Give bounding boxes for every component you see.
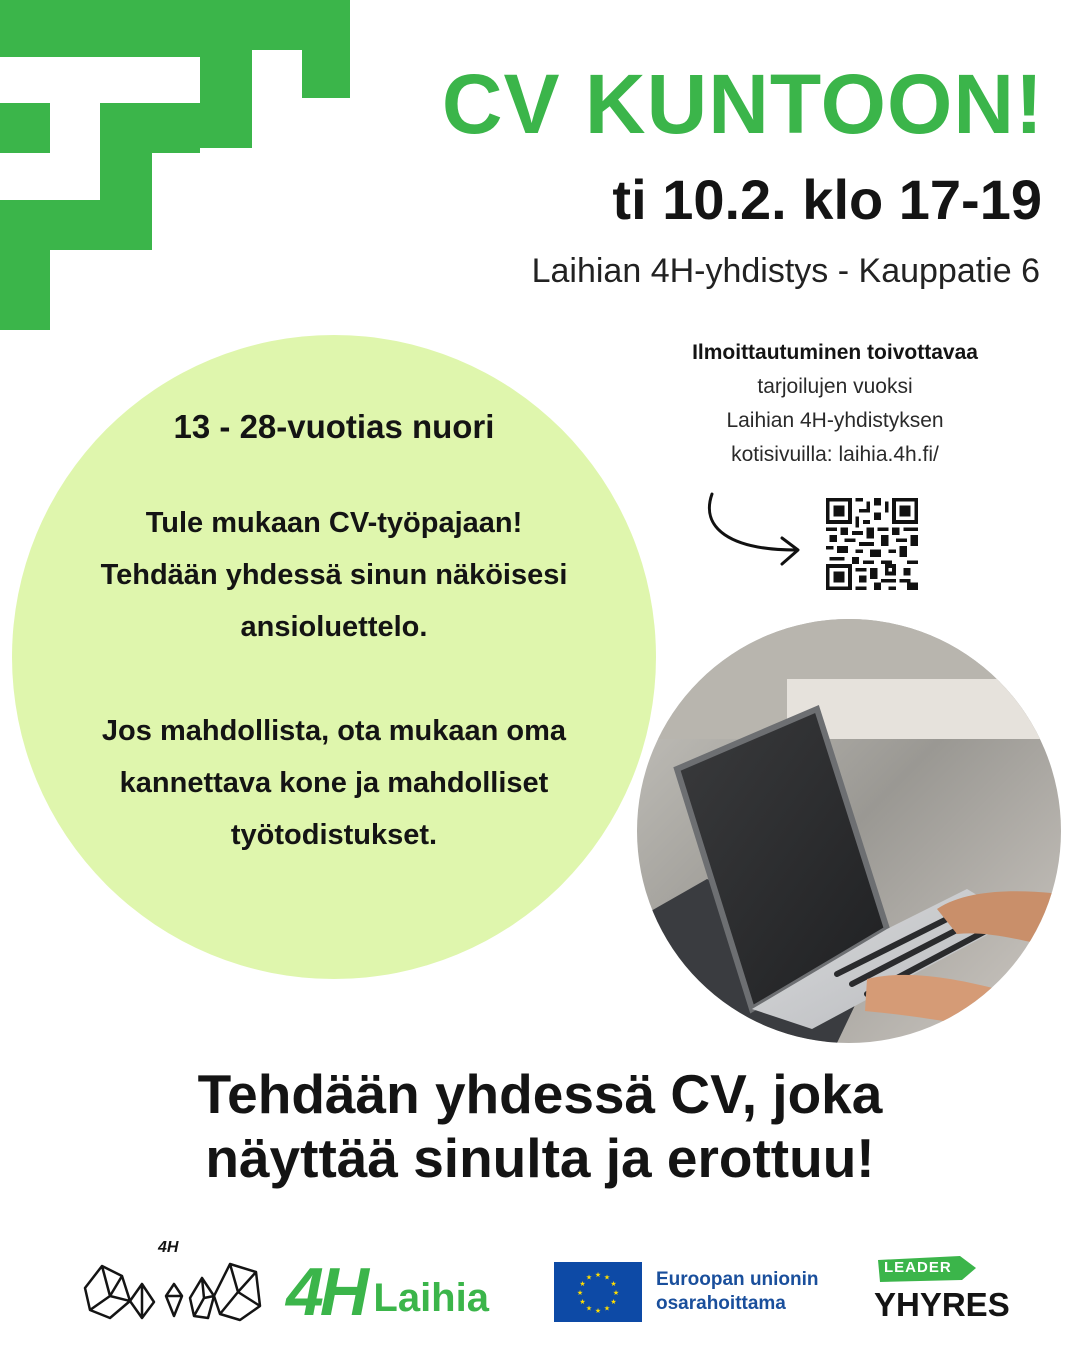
tagline-line: Tehdään yhdessä CV, joka xyxy=(197,1063,883,1125)
svg-text:★: ★ xyxy=(612,1289,620,1297)
registration-heading: Ilmoittautuminen toivottavaa xyxy=(692,341,978,364)
workshop-description xyxy=(52,497,616,653)
svg-text:★: ★ xyxy=(579,1298,586,1306)
description-line: Tule mukaan CV-työpajaan! xyxy=(145,507,523,539)
svg-text:★: ★ xyxy=(610,1298,617,1306)
4h-animals-logo xyxy=(80,1236,265,1326)
registration-info xyxy=(650,336,1020,472)
description-line: ansioluettelo. xyxy=(240,611,428,643)
eu-logo xyxy=(554,1262,819,1322)
yhyres-name: YHYRES xyxy=(874,1286,1010,1323)
svg-text:★: ★ xyxy=(585,1304,593,1313)
tagline xyxy=(40,1062,1040,1190)
info-circle xyxy=(12,335,656,979)
registration-link[interactable]: kotisivuilla: laihia.4h.fi/ xyxy=(731,443,939,466)
registration-line: Laihian 4H-yhdistyksen xyxy=(726,409,944,432)
description-line: Tehdään yhdessä sinun näköisesi xyxy=(100,559,568,591)
4h-laihia-name: Laihia xyxy=(373,1276,489,1320)
svg-text:★: ★ xyxy=(585,1273,593,1282)
green-step-pattern xyxy=(0,0,360,330)
eu-flag-icon xyxy=(554,1262,642,1322)
eu-text-line: Euroopan unionin xyxy=(656,1269,819,1290)
4h-mark: 4H xyxy=(286,1254,365,1330)
event-location: Laihian 4H-yhdistys - Kauppatie 6 xyxy=(531,252,1040,290)
svg-text:★: ★ xyxy=(610,1280,617,1288)
note-line: Jos mahdollista, ota mukaan oma xyxy=(101,715,567,747)
event-title: CV KUNTOON! xyxy=(441,57,1044,151)
leader-label: LEADER xyxy=(884,1259,952,1276)
svg-text:★: ★ xyxy=(594,1271,602,1279)
svg-text:★: ★ xyxy=(576,1289,584,1297)
4h-laihia-logo xyxy=(286,1254,489,1330)
info-text xyxy=(52,407,616,913)
eu-funding-text xyxy=(656,1268,819,1316)
event-date-time: ti 10.2. klo 17-19 xyxy=(612,168,1042,231)
svg-text:★: ★ xyxy=(603,1304,611,1313)
animals-logo-text: 4H xyxy=(158,1239,179,1256)
svg-text:★: ★ xyxy=(579,1280,586,1288)
curved-arrow-icon xyxy=(700,488,810,578)
leader-yhyres-logo xyxy=(872,1256,1022,1326)
laptop-photo xyxy=(637,619,1061,1043)
tagline-line: näyttää sinulta ja erottuu! xyxy=(205,1127,875,1189)
registration-line: tarjoilujen vuoksi xyxy=(757,375,913,398)
svg-text:★: ★ xyxy=(603,1273,611,1282)
svg-text:★: ★ xyxy=(594,1307,602,1315)
note-line: kannettava kone ja mahdolliset xyxy=(119,767,549,799)
target-age: 13 - 28-vuotias nuori xyxy=(173,408,495,445)
qr-code-icon[interactable] xyxy=(826,498,918,590)
eu-text-line: osarahoittama xyxy=(656,1293,786,1314)
note-line: työtodistukset. xyxy=(230,819,438,851)
bring-along-note xyxy=(52,705,616,861)
